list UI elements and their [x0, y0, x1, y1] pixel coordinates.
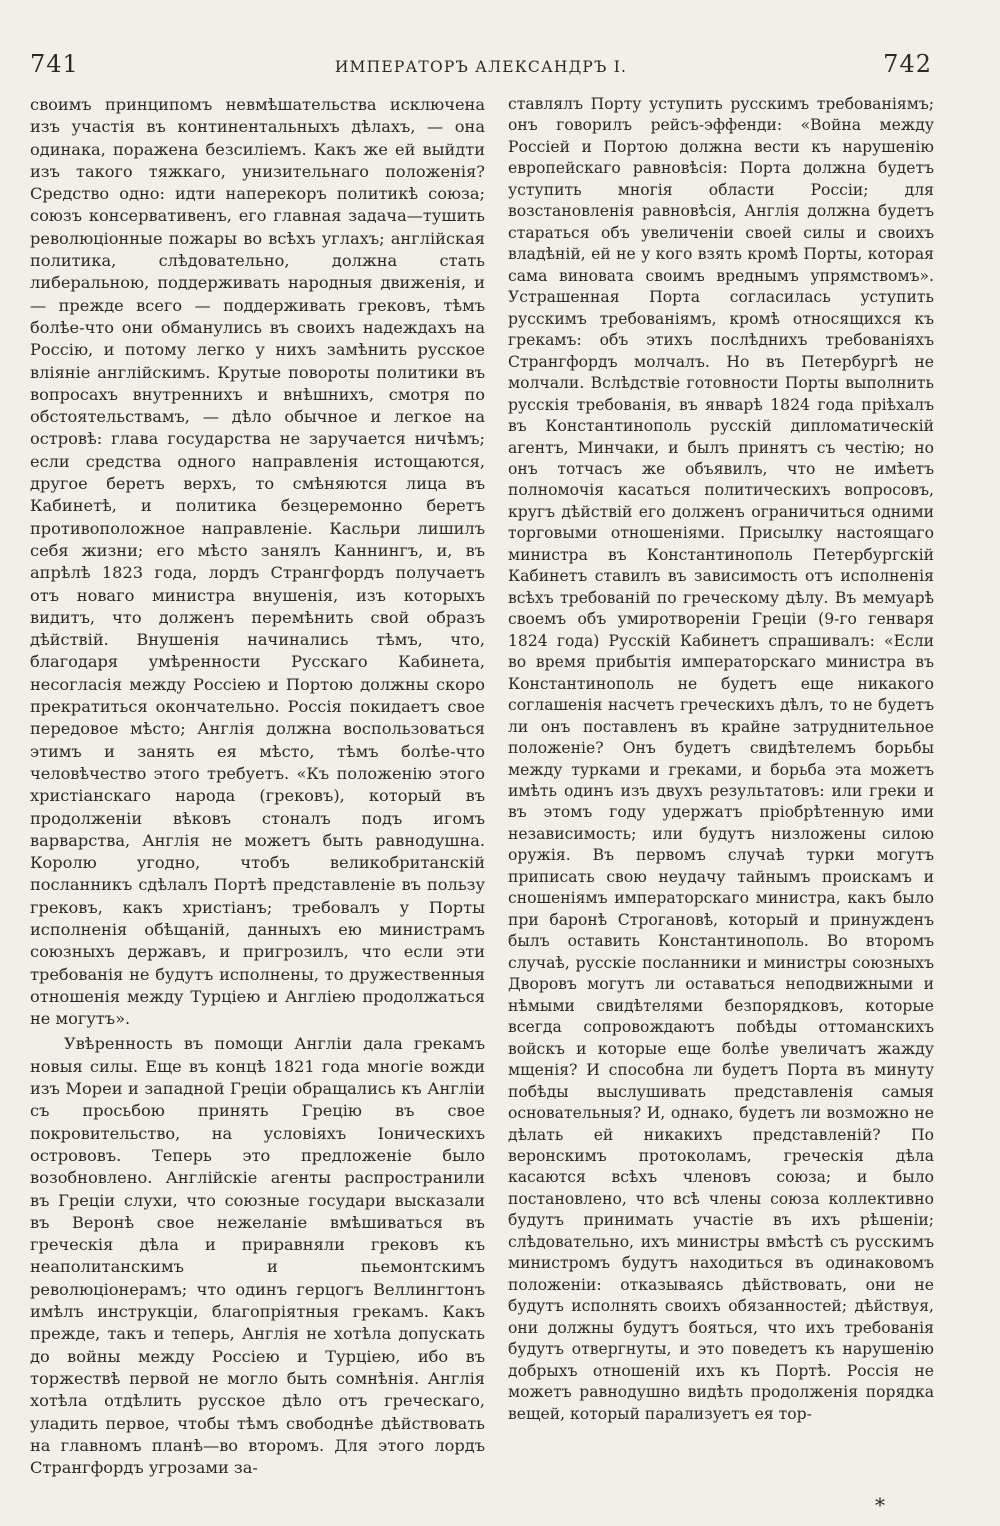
left-paragraph-2: Увѣренность въ помощи Англіи дала грекамъ новыя силы. Еще въ концѣ 1821 года многіе вожди изъ Мореи и западной Греціи обращались къ Англіи съ просьбою принять Грецію въ свое покровительство, на условіяхъ Іоническихъ острововъ. Теперь это предложеніе было возобновлено. Англійскіе агенты распространили въ Греціи слухи, что союзные государи высказали въ Веронѣ свое нежеланіе вмѣшиваться въ греческія дѣла и приравняли грековъ къ неаполитанскимъ и пьемонтскимъ революціонерамъ; что одинъ герцогъ Веллингтонъ имѣлъ инструкціи, благопріятныя грекамъ. Какъ прежде, такъ и теперь, Англія не хотѣла допускать до войны между Россіею и Турціею, ибо въ торжествѣ первой не могло быть сомнѣнія. Англія хотѣла отдѣлить русское дѣло отъ греческаго, уладить первое, чтобы тѣмъ свободнѣе дѣйствовать на главномъ планѣ—во второмъ. Для этого лордъ Странгфордъ угрозами за-: [30, 1034, 485, 1478]
page-number-right: 742: [883, 50, 932, 78]
left-paragraph-1: своимъ принципомъ невмѣшательства исключена изъ участія въ континентальныхъ дѣлахъ, — она одинака, поражена безсиліемъ. Какъ же ей выйдти изъ такого тяжкаго, унизительнаго положенія? Средство одно: идти наперекоръ политикѣ союза; союзъ консервативенъ, его главная задача—тушить революціонные пожары во всѣхъ углахъ; англійская политика, слѣдовательно, должна стать либеральною, поддерживать народныя движенія, и — прежде всего — поддерживать грековъ, тѣмъ болѣе-что они обманулись въ своихъ надеждахъ на Россію, и потому легко у нихъ замѣнить русское вліяніе англійскимъ. Крутые повороты политики въ вопросахъ внутреннихъ и внѣшнихъ, смотря по обстоятельствамъ, — дѣло обычное и легкое на островѣ: глава государства не заручается ничѣмъ; если средства одного направленія истощаются, другое беретъ верхъ, то смѣняются лица въ Кабинетѣ, и политика безцеремонно беретъ противоположное направленіе. Касльри лишилъ себя жизни; его мѣсто занялъ Каннингъ, и, въ апрѣлѣ 1823 года, лордъ Странгфордъ получаетъ отъ новаго министра внушенія, изъ которыхъ видитъ, что долженъ перемѣнить свой образъ дѣйствій. Внушенія начинались тѣмъ, что, благодаря умѣренности Русскаго Кабинета, несогласія между Россіею и Портою должны скоро прекратиться окончательно. Россія покидаетъ свое передовое мѣсто; Англія должна воспользоваться этимъ и занять ея мѣсто, тѣмъ болѣе-что человѣчество этого требуетъ. «Къ положенію этого христіанскаго народа (грековъ), который въ продолженіи вѣковъ стоналъ подъ игомъ варварства, Англія не можетъ быть равнодушна. Королю угодно, чтобъ великобританскій посланникъ сдѣлалъ Портѣ представленіе въ пользу грековъ, какъ христіанъ; требовалъ у Порты исполненія обѣщаній, данныхъ ею министрамъ союзныхъ державъ, и пригрозилъ, что если эти требованія не будутъ исполнены, то дружественныя отношенія между Турціею и Англіею продолжаться не могутъ».: [30, 95, 485, 1029]
right-column: [508, 94, 934, 1425]
running-title: ИМПЕРАТОРЪ АЛЕКСАНДРЪ I.: [334, 58, 628, 76]
page-header: [30, 50, 932, 80]
footnote-asterisk: *: [875, 1493, 885, 1517]
left-column: [30, 94, 485, 1479]
right-paragraph-1: ставлялъ Порту уступить русскимъ требованіямъ; онъ говорилъ рейсъ-эффенди: «Война между Россіей и Портою должна вести къ нарушенію европейскаго равновѣсія: Порта должна будетъ уступить многія области Россіи; для возстановленія равновѣсія, Англія должна будетъ стараться объ увеличеніи своей силы и своихъ владѣній, ей не у кого взять кромѣ Порты, которая сама виновата своимъ вреднымъ упрямствомъ». Устрашенная Порта согласилась уступить русскимъ требованіямъ, кромѣ относящихся къ грекамъ: объ этихъ послѣднихъ требованіяхъ Странгфордъ молчалъ. Но въ Петербургѣ не молчали. Вслѣдствіе готовности Порты выполнить русскія требованія, въ январѣ 1824 года пріѣхалъ въ Константинополь русскій дипломатическій агентъ, Минчаки, и былъ принятъ съ честію; но онъ тотчасъ же объявилъ, что не имѣетъ полномочія касаться политическихъ вопросовъ, кругъ дѣйствій его долженъ ограничиться одними торговыми отношеніями. Присылку настоящаго министра въ Константинополь Петербургскій Кабинетъ ставилъ въ зависимость отъ исполненія всѣхъ требованій по греческому дѣлу. Въ мемуарѣ своемъ объ умиротвореніи Греціи (9-го генваря 1824 года) Русскій Кабинетъ спрашивалъ: «Если во время прибытія императорскаго министра въ Константинополь не будетъ еще никакого соглашенія насчетъ греческихъ дѣлъ, то не будетъ ли онъ поставленъ въ крайне затруднительное положеніе? Онъ будетъ свидѣтелемъ борьбы между турками и греками, и борьба эта можетъ имѣть одинъ изъ двухъ результатовъ: или греки и въ этомъ году удержатъ пріобрѣтенную ими независимость; или будутъ низложены силою оружія. Въ первомъ случаѣ турки могутъ приписать свою неудачу тайнымъ проискамъ и сношеніямъ императорскаго министра, какъ было при баронѣ Строгановѣ, который и принужденъ былъ оставить Константинополь. Во второмъ случаѣ, русскіе посланники и министры союзныхъ Дворовъ могутъ ли оставаться неподвижными и нѣмыми свидѣтелями безпорядковъ, которые всегда сопровождаютъ побѣды оттоманскихъ войскъ и которые еще болѣе увеличатъ жажду мщенія? И способна ли будетъ Порта въ минуту побѣды выслушивать представленія самыя основательныя? И, однако, будетъ ли возможно не дѣлать ей никакихъ представленій? По веронскимъ протоколамъ, греческія дѣла касаются всѣхъ членовъ союза; и было постановлено, что всѣ члены союза коллективно будутъ принимать участіе въ ихъ рѣшеніи; слѣдовательно, ихъ министры вмѣстѣ съ русскимъ министромъ будутъ находиться въ одинаковомъ положеніи: отказываясь дѣйствовать, они не будутъ исполнять своихъ обязанностей; дѣйствуя, они должны будутъ бояться, что ихъ требованія будутъ отвергнуты, и это поведетъ къ нарушенію добрыхъ отношеній ихъ къ Портѣ. Россія не можетъ равнодушно видѣть продолженія порядка вещей, который парализуетъ ея тор-: [508, 95, 934, 1423]
page-number-left: 741: [30, 50, 79, 78]
